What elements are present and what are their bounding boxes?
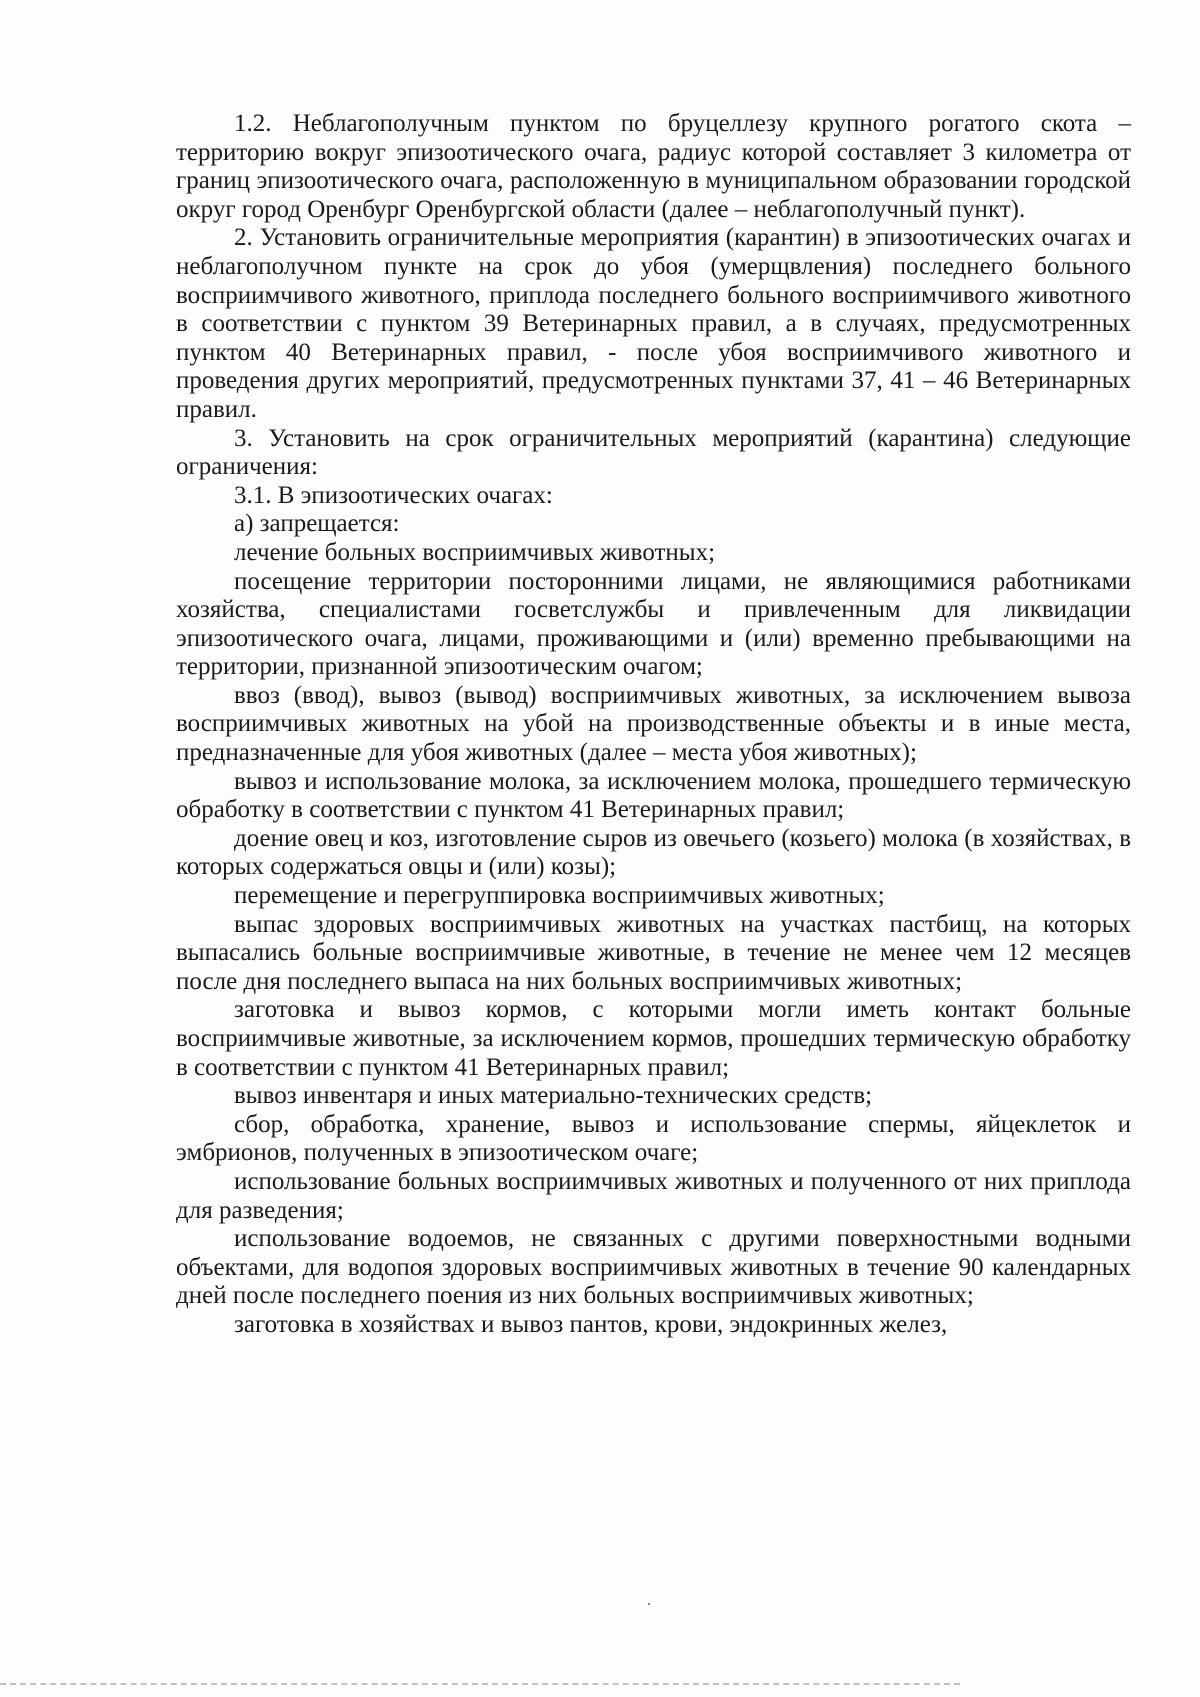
list-item: вывоз инвентаря и иных материально-технических средств; (234, 1082, 873, 1110)
list-item: посещение территории посторонними лицами, не являющимися работниками хозяйства, специалистами госветслужбы и привлеченным для ликвидации эпизоотического очага, лицами, проживающими и (или) временно пребывающими на территории, признанной эпизоотическим очагом; (176, 567, 1131, 681)
paragraph-3: 3. Установить на срок ограничительных мероприятий (карантина) следующие ограничения: (176, 424, 1131, 481)
list-item: использование больных восприимчивых животных и полученного от них приплода для разведения; (176, 1167, 1131, 1224)
paragraph-1-2: 1.2. Неблагополучным пунктом по бруцеллезу крупного рогатого скота – территорию вокруг эпизоотического очага, радиус которой составляет 3 километра от границ эпизоотического очага, расположенную в муниципальном образовании городской округ город Оренбург Оренбургской области (далее – неблагополучный пункт). (176, 110, 1131, 223)
paragraph-a: а) запрещается: (234, 510, 400, 538)
list-item: выпас здоровых восприимчивых животных на участках пастбищ, на которых выпасались больные восприимчивые животные, в течение не менее чем 12 месяцев после дня последнего выпаса на них больных восприимчивых животных; (176, 910, 1131, 995)
paragraph-2: 2. Установить ограничительные мероприятия (карантин) в эпизоотических очагах и неблагополучном пункте на срок до убоя (умерщвления) последнего больного восприимчивого животного, приплода последнего больного восприимчивого животного в соответствии с пунктом 39 Ветеринарных правил, а в случаях, предусмотренных пунктом 40 Ветеринарных правил, - после убоя восприимчивого животного и проведения других мероприятий, предусмотренных пунктами 37, 41 – 46 Ветеринарных правил. (176, 224, 1131, 423)
list-item: сбор, обработка, хранение, вывоз и использование спермы, яйцеклеток и эмбрионов, полученных в эпизоотическом очаге; (176, 1110, 1131, 1167)
list-item: использование водоемов, не связанных с другими поверхностными водными объектами, для водопоя здоровых восприимчивых животных в течение 90 календарных дней после последнего поения из них больных восприимчивых животных; (176, 1225, 1131, 1310)
list-item: заготовка и вывоз кормов, с которыми могли иметь контакт больные восприимчивые животные, за исключением кормов, прошедших термическую обработку в соответствии с пунктом 41 Ветеринарных правил; (176, 996, 1131, 1081)
paragraph-3-1: 3.1. В эпизоотических очагах: (234, 481, 553, 509)
list-item: перемещение и перегруппировка восприимчивых животных; (234, 882, 885, 910)
list-item: доение овец и коз, изготовление сыров из овечьего (козьего) молока (в хозяйствах, в которых содержаться овцы и (или) козы); (176, 824, 1131, 881)
list-item: заготовка в хозяйствах и вывоз пантов, крови, эндокринных желез, (234, 1310, 948, 1338)
list-item: вывоз и использование молока, за исключением молока, прошедшего термическую обработку в соответствии с пунктом 41 Ветеринарных правил; (176, 767, 1131, 824)
document-body (176, 110, 1131, 1340)
list-item: ввоз (ввод), вывоз (вывод) восприимчивых животных, за исключением вывоза восприимчивых животных на убой на производственные объекты и в иные места, предназначенные для убоя животных (далее – места убоя животных); (176, 681, 1131, 767)
list-item: лечение больных восприимчивых животных; (234, 538, 716, 566)
scan-speck (648, 1603, 650, 1605)
scan-edge-line (0, 1683, 960, 1685)
